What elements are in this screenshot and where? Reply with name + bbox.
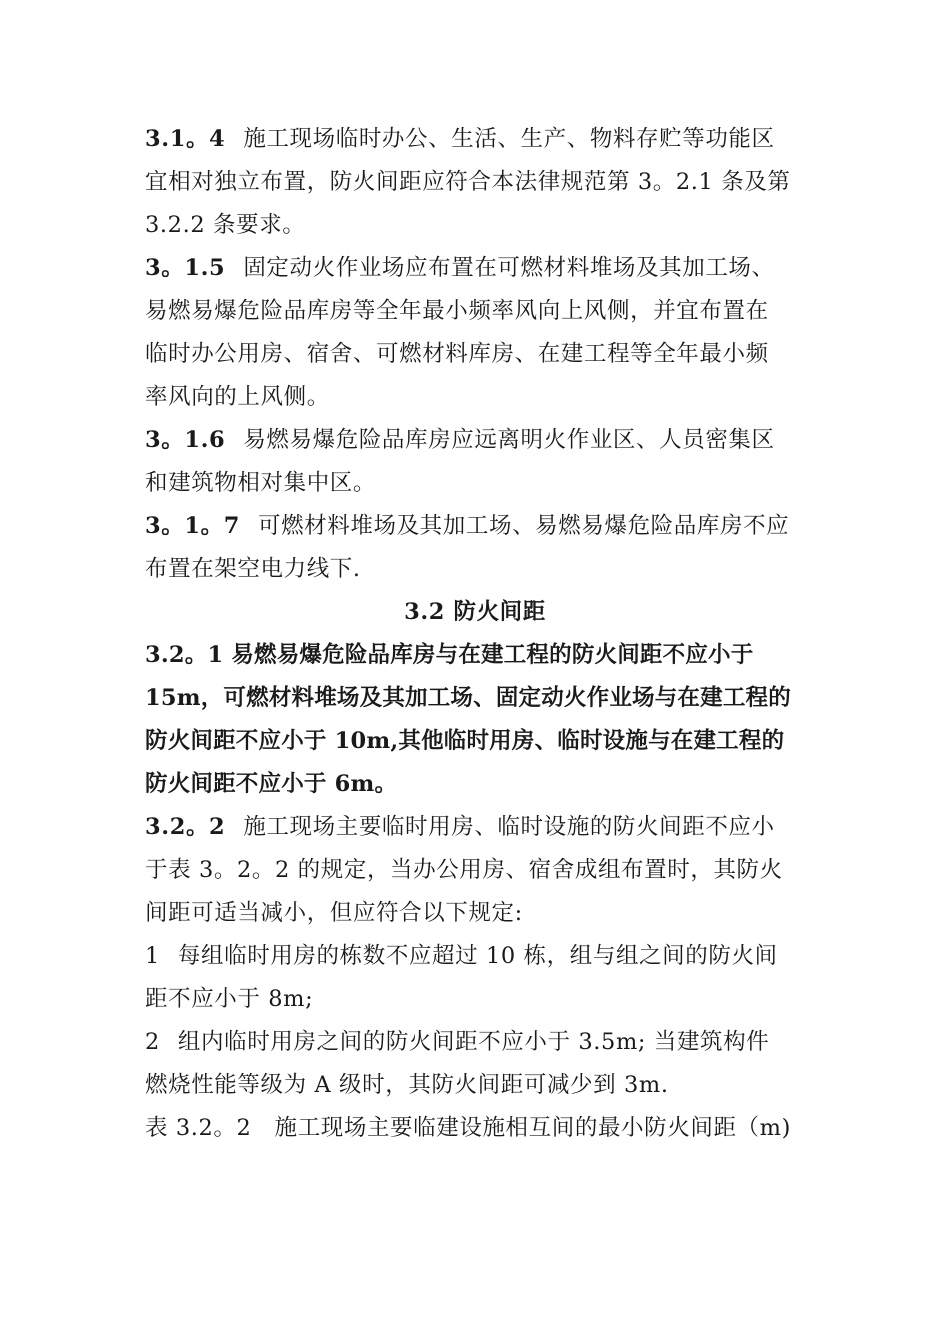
clause-3-1-4-line-1 (145, 118, 805, 161)
clause-3-2-2-line-3: 间距可适当减小，但应符合以下规定: (145, 900, 523, 926)
section-heading: 3.2 防火间距 (404, 599, 546, 625)
item-number: 1 (145, 943, 160, 969)
clause-text: 固定动火作业场应布置在可燃材料堆场及其加工场、 (243, 255, 775, 281)
clause-3-2-1-line-4: 防火间距不应小于 6m。 (145, 771, 398, 797)
item-text: 组内临时用房之间的防火间距不应小于 3.5m; 当建筑构件 (177, 1029, 770, 1055)
clause-3-2-1-line-1: 3.2。1 易燃易爆危险品库房与在建工程的防火间距不应小于 (145, 642, 754, 668)
item-1-line-1 (145, 935, 805, 978)
clause-number: 3.2。2 (145, 814, 226, 840)
clause-text: 施工现场主要临时用房、临时设施的防火间距不应小 (243, 814, 775, 840)
clause-3-1-7-line-2: 布置在架空电力线下. (145, 556, 361, 582)
clause-3-2-1-line-3: 防火间距不应小于 10m,其他临时用房、临时设施与在建工程的 (145, 728, 785, 754)
clause-number: 3.1。4 (145, 126, 226, 152)
clause-3-1-6-line-1 (145, 419, 805, 462)
table-caption: 表 3.2。2 施工现场主要临建设施相互间的最小防火间距（m) (145, 1115, 791, 1141)
item-number: 2 (145, 1029, 160, 1055)
clause-3-1-7-line-1 (145, 505, 805, 548)
clause-number: 3。1.6 (145, 427, 226, 453)
clause-3-2-1-line-2: 15m，可燃材料堆场及其加工场、固定动火作业场与在建工程的 (145, 685, 791, 711)
clause-3-1-5-line-2: 易燃易爆危险品库房等全年最小频率风向上风侧，并宜布置在 (145, 298, 769, 324)
clause-3-1-6-line-2: 和建筑物相对集中区。 (145, 470, 377, 496)
clause-number: 3。1。7 (145, 513, 240, 539)
item-2-line-1 (145, 1021, 805, 1064)
clause-text: 易燃易爆危险品库房应远离明火作业区、人员密集区 (243, 427, 775, 453)
item-text: 每组临时用房的栋数不应超过 10 栋，组与组之间的防火间 (177, 943, 778, 969)
clause-3-1-5-line-1 (145, 247, 805, 290)
clause-text: 可燃材料堆场及其加工场、易燃易爆危险品库房不应 (257, 513, 790, 539)
clause-text: 施工现场临时办公、生活、生产、物料存贮等功能区 (243, 126, 775, 152)
document-page (145, 118, 805, 1150)
clause-3-1-4-line-3: 3.2.2 条要求。 (145, 212, 306, 238)
item-2-line-2: 燃烧性能等级为 A 级时，其防火间距可减少到 3m. (145, 1072, 669, 1098)
clause-3-2-2-line-2: 于表 3。2。2 的规定，当办公用房、宿舍成组布置时，其防火 (145, 857, 783, 883)
clause-3-1-5-line-3: 临时办公用房、宿舍、可燃材料库房、在建工程等全年最小频 (145, 341, 769, 367)
clause-number: 3。1.5 (145, 255, 226, 281)
item-1-line-2: 距不应小于 8m; (145, 986, 314, 1012)
clause-3-1-5-line-4: 率风向的上风侧。 (145, 384, 330, 410)
clause-3-2-2-line-1 (145, 806, 805, 849)
clause-3-1-4-line-2: 宜相对独立布置，防火间距应符合本法律规范第 3。2.1 条及第 (145, 169, 791, 195)
